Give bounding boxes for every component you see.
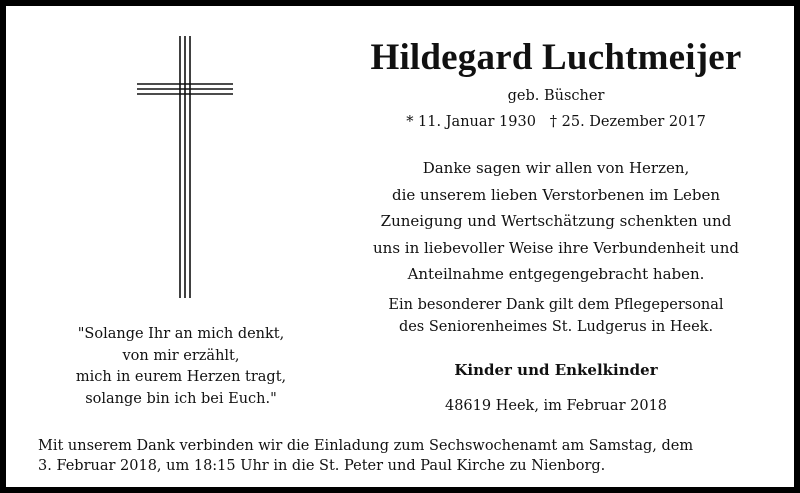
- special-thanks-line: des Seniorenheimes St. Ludgerus in Heek.: [398, 318, 714, 335]
- cross-icon: [137, 36, 233, 298]
- thanks-line: uns in liebevoller Weise ihre Verbundenheit und: [373, 238, 739, 257]
- quote-line: von mir erzählt,: [122, 347, 240, 364]
- invitation-text: [38, 436, 778, 476]
- quote-line: mich in eurem Herzen tragt,: [75, 369, 287, 385]
- special-thanks-line: Ein besonderer Dank gilt dem Pflegepersonal: [388, 297, 724, 313]
- thanks-text: [336, 155, 776, 288]
- life-dates: * 11. Januar 1930 † 25. Dezember 2017: [406, 114, 706, 130]
- memorial-quote: [46, 324, 316, 410]
- special-thanks-text: [336, 295, 776, 338]
- thanks-line: Zuneigung und Wertschätzung schenkten und: [380, 212, 732, 230]
- thanks-line: Danke sagen wir allen von Herzen,: [422, 159, 690, 177]
- invitation-line: 3. Februar 2018, um 18:15 Uhr in die St. Peter und Paul Kirche zu Nienborg.: [38, 458, 606, 474]
- invitation-line: Mit unserem Dank verbinden wir die Einladung zum Sechswochenamt am Samstag, dem: [38, 438, 694, 454]
- birth-name: geb. Büscher: [507, 88, 605, 104]
- thanks-line: die unserem lieben Verstorbenen im Leben: [391, 185, 720, 204]
- quote-line: solange bin ich bei Euch.": [85, 390, 277, 407]
- deceased-name: Hildegard Luchtmeijer: [370, 37, 742, 78]
- quote-line: "Solange Ihr an mich denkt,: [77, 326, 285, 342]
- thanks-line: Anteilnahme entgegengebracht haben.: [407, 265, 705, 283]
- signers: Kinder und Enkelkinder: [454, 361, 658, 379]
- place-date: 48619 Heek, im Februar 2018: [444, 398, 668, 414]
